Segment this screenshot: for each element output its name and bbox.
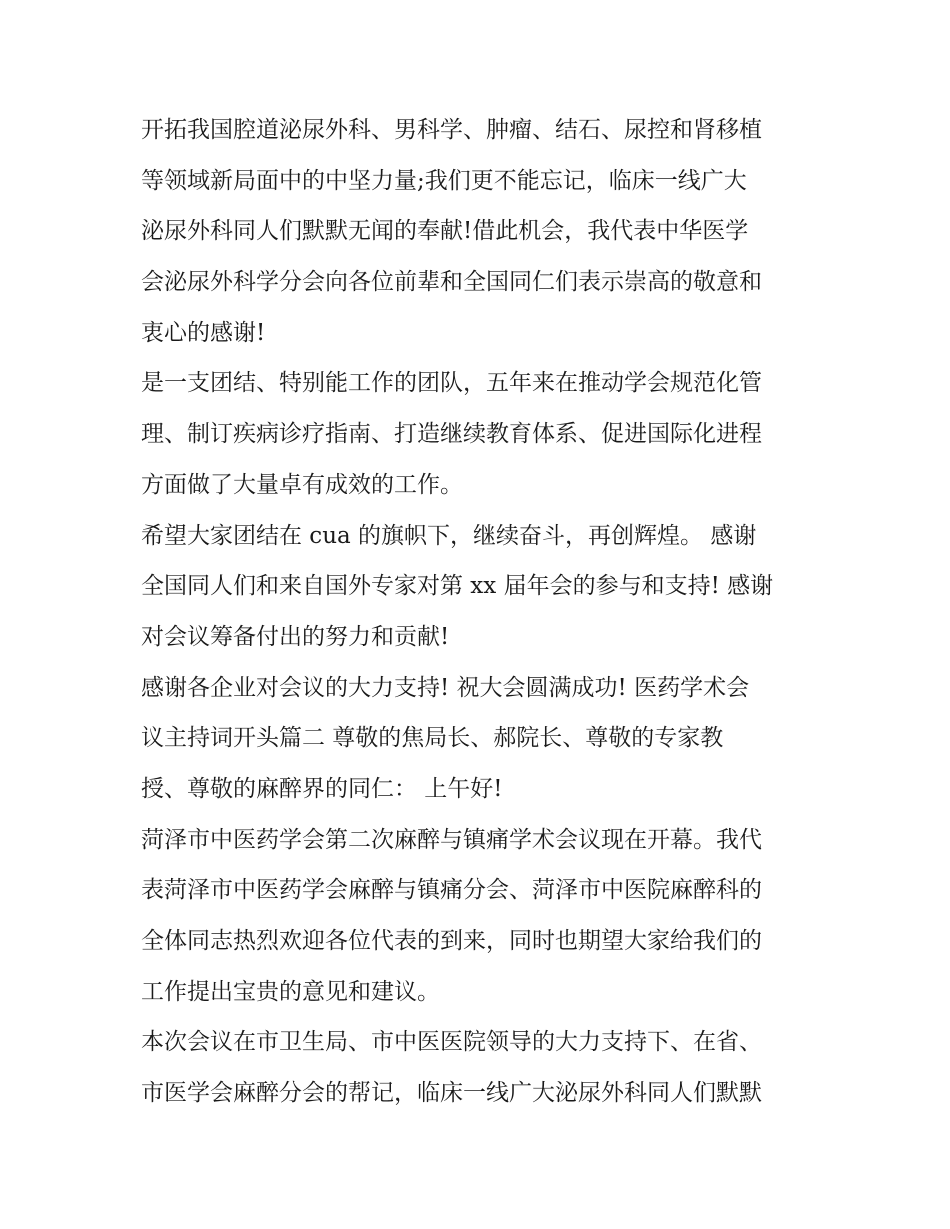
text-line: 泌尿外科同人们默默无闻的奉献!借此机会，我代表中华医学 xyxy=(141,218,749,245)
text-line: 全国同人们和来自国外专家对第 xx 届年会的参与和支持! 感谢 xyxy=(141,573,774,600)
text-line: 开拓我国腔道泌尿外科、男科学、肿瘤、结石、尿控和肾移植 xyxy=(141,117,762,143)
text-line: 本次会议在市卫生局、市中医医院领导的大力支持下、在省、 xyxy=(141,1029,762,1056)
text-line: 衷心的感谢! xyxy=(141,319,266,346)
text-line: 菏泽市中医药学会第二次麻醉与镇痛学术会议现在开幕。我代 xyxy=(141,826,762,853)
text-line: 方面做了大量卓有成效的工作。 xyxy=(141,471,463,498)
document-body xyxy=(141,110,821,1124)
text-line: 工作提出宝贵的意见和建议。 xyxy=(141,978,440,1005)
text-line: 是一支团结、特别能工作的团队，五年来在推动学会规范化管 xyxy=(141,370,762,397)
text-line: 理、制订疾病诊疗指南、打造继续教育体系、促进国际化进程 xyxy=(141,421,762,448)
text-line: 对会议筹备付出的努力和贡献! xyxy=(141,623,450,650)
text-line: 授、尊敬的麻醉界的同仁： 上午好! xyxy=(141,775,503,802)
text-line: 市医学会麻醉分会的帮记，临床一线广大泌尿外科同人们默默 xyxy=(141,1080,762,1107)
text-line: 希望大家团结在 cua 的旗帜下，继续奋斗，再创辉煌。 感谢 xyxy=(141,522,757,549)
text-line: 会泌尿外科学分会向各位前辈和全国同仁们表示崇高的敬意和 xyxy=(141,269,762,296)
text-line: 感谢各企业对会议的大力支持! 祝大会圆满成功! 医药学术会 xyxy=(141,674,750,701)
text-line: 议主持词开头篇二 尊敬的焦局长、郝院长、尊敬的专家教 xyxy=(141,725,724,752)
text-line: 全体同志热烈欢迎各位代表的到来，同时也期望大家给我们的 xyxy=(141,928,762,954)
text-line: 等领域新局面中的中坚力量;我们更不能忘记，临床一线广大 xyxy=(141,167,747,194)
text-line: 表菏泽市中医药学会麻醉与镇痛分会、菏泽市中医院麻醉科的 xyxy=(141,877,762,904)
